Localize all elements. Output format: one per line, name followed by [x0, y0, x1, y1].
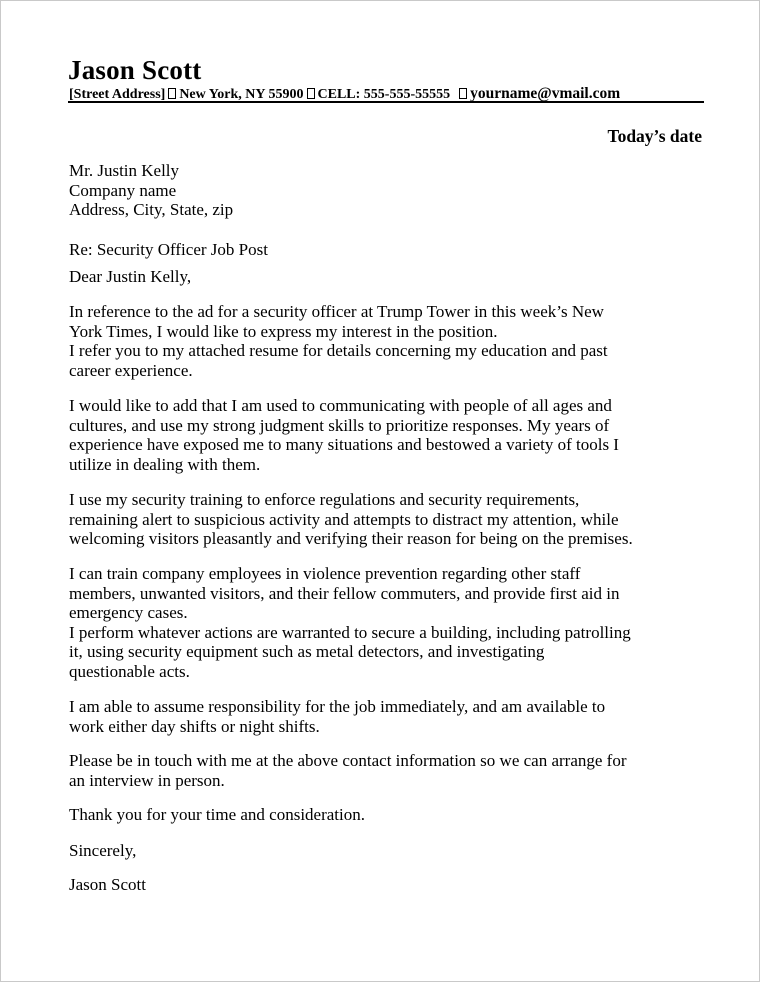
paragraph-1 — [69, 302, 709, 380]
paragraph-line: I would like to add that I am used to communicating with people of all ages and — [69, 396, 612, 415]
paragraph-line: I perform whatever actions are warranted to secure a building, including patrolling — [69, 622, 631, 642]
recipient-company: Company name — [69, 180, 177, 200]
signature — [69, 875, 709, 895]
paragraph-line: career experience. — [69, 360, 193, 380]
paragraph-line: In reference to the ad for a security officer at Trump Tower in this week’s New — [69, 302, 604, 321]
paragraph-line: Please be in touch with me at the above contact information so we can arrange for — [69, 751, 627, 770]
paragraph-2 — [69, 396, 709, 474]
paragraph-line: members, unwanted visitors, and their fellow commuters, and provide first aid in — [69, 583, 620, 603]
paragraph-line: I use my security training to enforce regulations and security requirements, — [69, 490, 580, 509]
sender-name: Jason Scott — [68, 55, 202, 85]
salutation — [69, 267, 709, 287]
paragraph-3 — [69, 490, 709, 549]
subject-line — [69, 240, 709, 260]
paragraph-line: I am able to assume responsibility for the job immediately, and am available to — [69, 697, 606, 716]
paragraph-line: it, using security equipment such as metal detectors, and investigating — [69, 642, 545, 661]
paragraph-line: I can train company employees in violence prevention regarding other staff — [69, 564, 581, 583]
paragraph-7 — [69, 805, 709, 825]
contact-email: yourname@vmail.com — [470, 85, 621, 102]
paragraph-line: I refer you to my attached resume for details concerning my education and past — [69, 341, 608, 360]
paragraph-line: welcoming visitors pleasantly and verifying their reason for being on the premises. — [69, 529, 633, 548]
closing-text: Sincerely, — [69, 841, 137, 860]
separator-box-icon — [307, 88, 315, 99]
paragraph-6 — [69, 751, 709, 790]
paragraph-4 — [69, 564, 709, 681]
paragraph-line: cultures, and use my strong judgment skills to prioritize responses. My years of — [69, 415, 610, 435]
paragraph-line: work either day shifts or night shifts. — [69, 716, 320, 736]
recipient-block — [69, 161, 709, 220]
letter-date: Today’s date — [607, 126, 702, 146]
paragraph-line: an interview in person. — [69, 770, 225, 790]
contact-city: New York, NY 55900 — [179, 87, 304, 102]
salutation-text: Dear Justin Kelly, — [69, 267, 192, 286]
contact-address: [Street Address] — [69, 87, 166, 102]
paragraph-5 — [69, 697, 709, 736]
header-divider — [68, 101, 704, 103]
paragraph-line: questionable acts. — [69, 661, 190, 681]
separator-box-icon — [168, 88, 176, 99]
paragraph-line: remaining alert to suspicious activity and attempts to distract my attention, while — [69, 509, 619, 529]
contact-cell: CELL: 555-555-55555 — [317, 87, 451, 102]
paragraph-line: emergency cases. — [69, 603, 188, 622]
separator-box-icon — [459, 88, 467, 99]
recipient-address: Address, City, State, zip — [69, 200, 234, 219]
paragraph-line: Thank you for your time and consideration. — [69, 805, 366, 824]
paragraph-line: experience have exposed me to many situations and bestowed a variety of tools I — [69, 435, 619, 454]
subject-text: Re: Security Officer Job Post — [69, 240, 268, 259]
paragraph-line: York Times, I would like to express my interest in the position. — [69, 321, 498, 341]
signature-name: Jason Scott — [69, 875, 146, 894]
paragraph-line: utilize in dealing with them. — [69, 454, 261, 474]
recipient-name: Mr. Justin Kelly — [69, 161, 180, 180]
closing — [69, 841, 709, 861]
